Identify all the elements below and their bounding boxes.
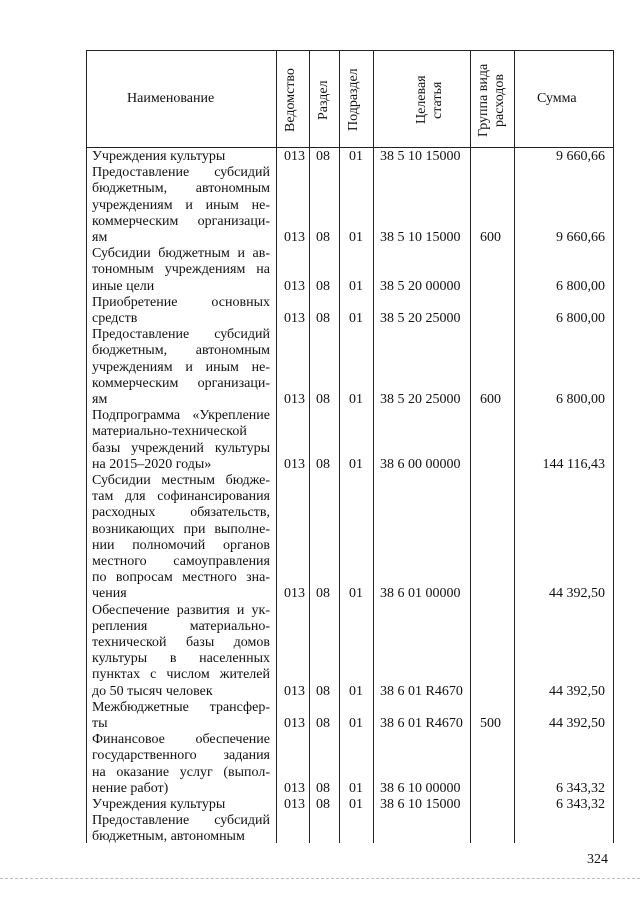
row-name-line: возникающих при выполне- xyxy=(92,521,270,537)
row-razdel: 08 xyxy=(316,278,330,294)
row-name-line: расходных обязательств, xyxy=(92,505,270,521)
row-summa: 9 660,66 xyxy=(556,230,605,245)
row-razdel: 08 xyxy=(316,683,330,699)
row-name-line: ям xyxy=(92,391,108,407)
row-name-line: Приобретение основных xyxy=(92,294,270,310)
row-vedomstvo: 013 xyxy=(284,683,305,699)
col-divider xyxy=(339,51,340,843)
bottom-rule xyxy=(0,878,640,880)
row-name xyxy=(92,473,270,603)
row-name-line: учреждениям и иным не- xyxy=(92,197,270,213)
row-razdel: 08 xyxy=(316,230,330,245)
row-name xyxy=(92,408,270,473)
row-name xyxy=(92,246,270,295)
row-podrazdel: 01 xyxy=(349,149,363,164)
row-razdel: 08 xyxy=(316,149,330,164)
row-name-line: базы учреждений культуры xyxy=(92,440,270,456)
row-name-line: учреждениям и иным не- xyxy=(92,359,270,375)
row-name-line: нение работ) xyxy=(92,780,169,796)
row-name-line: коммерческим организаци- xyxy=(92,213,270,229)
row-summa: 44 392,50 xyxy=(549,683,605,699)
col-divider xyxy=(309,51,310,843)
row-name-line: ты xyxy=(92,715,108,731)
row-name xyxy=(92,700,270,732)
header-vedomstvo: Ведомство xyxy=(283,68,298,132)
row-vedomstvo: 013 xyxy=(284,311,305,326)
row-name-line: тономным учреждениям на xyxy=(92,262,270,278)
header-gruppa-1: Группа вида xyxy=(476,63,491,137)
row-vedomstvo: 013 xyxy=(284,780,305,796)
row-razdel: 08 xyxy=(316,311,330,326)
budget-table xyxy=(86,50,614,843)
row-name xyxy=(92,797,270,813)
header-razdel: Раздел xyxy=(316,80,331,120)
row-razdel: 08 xyxy=(316,716,330,731)
row-razdel: 08 xyxy=(316,797,330,812)
row-name-line: на оказание услуг (выпол- xyxy=(92,764,270,780)
row-celevaya: 38 5 20 25000 xyxy=(380,392,461,407)
row-razdel: 08 xyxy=(316,456,330,472)
row-celevaya: 38 5 20 00000 xyxy=(380,278,461,294)
col-divider xyxy=(373,51,374,843)
row-summa: 6 343,32 xyxy=(556,780,605,796)
header-name: Наименование xyxy=(127,91,215,106)
header-celevaya-2: статья xyxy=(430,81,445,119)
row-vedomstvo: 013 xyxy=(284,456,305,472)
row-celevaya: 38 6 01 R4670 xyxy=(380,716,463,731)
row-razdel: 08 xyxy=(316,780,330,796)
row-name-line: репления материально- xyxy=(92,618,270,634)
row-name-line: Обеспечение развития и ук- xyxy=(92,602,270,618)
row-celevaya: 38 5 10 15000 xyxy=(380,149,461,164)
row-vedomstvo: 013 xyxy=(284,797,305,812)
row-name-line: Предоставление субсидий xyxy=(92,327,270,343)
row-podrazdel: 01 xyxy=(349,278,363,294)
row-name-line: пунктах с числом жителей xyxy=(92,667,270,683)
row-name xyxy=(92,295,270,327)
row-name-line: материально-технической xyxy=(92,424,247,440)
row-name-line: иные цели xyxy=(92,278,155,294)
col-divider xyxy=(470,51,471,843)
row-gruppa: 600 xyxy=(480,392,501,407)
row-podrazdel: 01 xyxy=(349,311,363,326)
row-podrazdel: 01 xyxy=(349,392,363,407)
row-name-line: Межбюджетные трансфер- xyxy=(92,699,270,715)
col-divider xyxy=(276,51,277,843)
row-celevaya: 38 6 01 00000 xyxy=(380,586,461,602)
row-name-line: чения xyxy=(92,586,127,602)
row-podrazdel: 01 xyxy=(349,716,363,731)
row-celevaya: 38 6 00 00000 xyxy=(380,456,461,472)
header-podrazdel: Подраздел xyxy=(346,68,361,132)
row-name xyxy=(92,732,270,797)
row-name-line: технической базы домов xyxy=(92,634,270,650)
row-celevaya: 38 6 10 15000 xyxy=(380,797,461,812)
row-vedomstvo: 013 xyxy=(284,716,305,731)
row-name-line: бюджетным, автономным xyxy=(92,181,270,197)
row-razdel: 08 xyxy=(316,392,330,407)
row-podrazdel: 01 xyxy=(349,797,363,812)
row-name xyxy=(92,813,270,845)
page-number: 324 xyxy=(587,852,608,867)
row-razdel: 08 xyxy=(316,586,330,602)
row-name xyxy=(92,327,270,408)
row-name-line: местного самоуправления xyxy=(92,553,270,569)
row-summa: 144 116,43 xyxy=(542,456,605,472)
row-name-line: нии полномочий органов xyxy=(92,537,270,553)
row-summa: 6 800,00 xyxy=(556,392,605,407)
row-podrazdel: 01 xyxy=(349,456,363,472)
row-name-line: Предоставление субсидий xyxy=(92,813,270,829)
row-vedomstvo: 013 xyxy=(284,586,305,602)
row-vedomstvo: 013 xyxy=(284,392,305,407)
header-summa: Сумма xyxy=(537,91,577,106)
row-gruppa: 500 xyxy=(480,716,501,731)
row-summa: 6 800,00 xyxy=(556,278,605,294)
row-name-line: там для софинансирования xyxy=(92,489,270,505)
row-name-line: ям xyxy=(92,229,108,245)
row-name-line: средств xyxy=(92,310,138,326)
row-name-line: Учреждения культуры xyxy=(92,149,226,164)
row-name-line: Подпрограмма «Укрепление xyxy=(92,408,270,424)
row-celevaya: 38 5 20 25000 xyxy=(380,311,461,326)
row-podrazdel: 01 xyxy=(349,586,363,602)
row-celevaya: 38 5 10 15000 xyxy=(380,230,461,245)
row-summa: 9 660,66 xyxy=(556,149,605,164)
row-celevaya: 38 6 01 R4670 xyxy=(380,683,463,699)
col-divider xyxy=(514,51,515,843)
row-podrazdel: 01 xyxy=(349,780,363,796)
row-vedomstvo: 013 xyxy=(284,149,305,164)
row-name-line: бюджетным, автономным xyxy=(92,829,245,845)
row-name-line: Субсидии бюджетным и ав- xyxy=(92,246,270,262)
row-name-line: Учреждения культуры xyxy=(92,797,226,812)
header-gruppa-2: расходов xyxy=(492,73,507,127)
row-name xyxy=(92,149,270,165)
row-name-line: государственного задания xyxy=(92,748,270,764)
row-summa: 6 800,00 xyxy=(556,311,605,326)
row-name xyxy=(92,603,270,700)
row-gruppa: 600 xyxy=(480,230,501,245)
row-vedomstvo: 013 xyxy=(284,278,305,294)
row-name xyxy=(92,165,270,246)
row-vedomstvo: 013 xyxy=(284,230,305,245)
row-name-line: по вопросам местного зна- xyxy=(92,570,270,586)
row-podrazdel: 01 xyxy=(349,230,363,245)
header-celevaya-1: Целевая xyxy=(414,75,429,125)
row-summa: 6 343,32 xyxy=(556,797,605,812)
row-name-line: бюджетным, автономным xyxy=(92,343,270,359)
table-header xyxy=(87,51,613,148)
row-name-line: Финансовое обеспечение xyxy=(92,732,270,748)
row-name-line: на 2015–2020 годы» xyxy=(92,456,212,472)
row-celevaya: 38 6 10 00000 xyxy=(380,780,461,796)
row-name-line: коммерческим организаци- xyxy=(92,375,270,391)
row-summa: 44 392,50 xyxy=(549,716,605,731)
row-podrazdel: 01 xyxy=(349,683,363,699)
row-name-line: Предоставление субсидий xyxy=(92,165,270,181)
row-summa: 44 392,50 xyxy=(549,586,605,602)
row-name-line: культуры в населенных xyxy=(92,651,270,667)
row-name-line: Субсидии местным бюдже- xyxy=(92,473,270,488)
row-name-line: до 50 тысяч человек xyxy=(92,683,213,699)
